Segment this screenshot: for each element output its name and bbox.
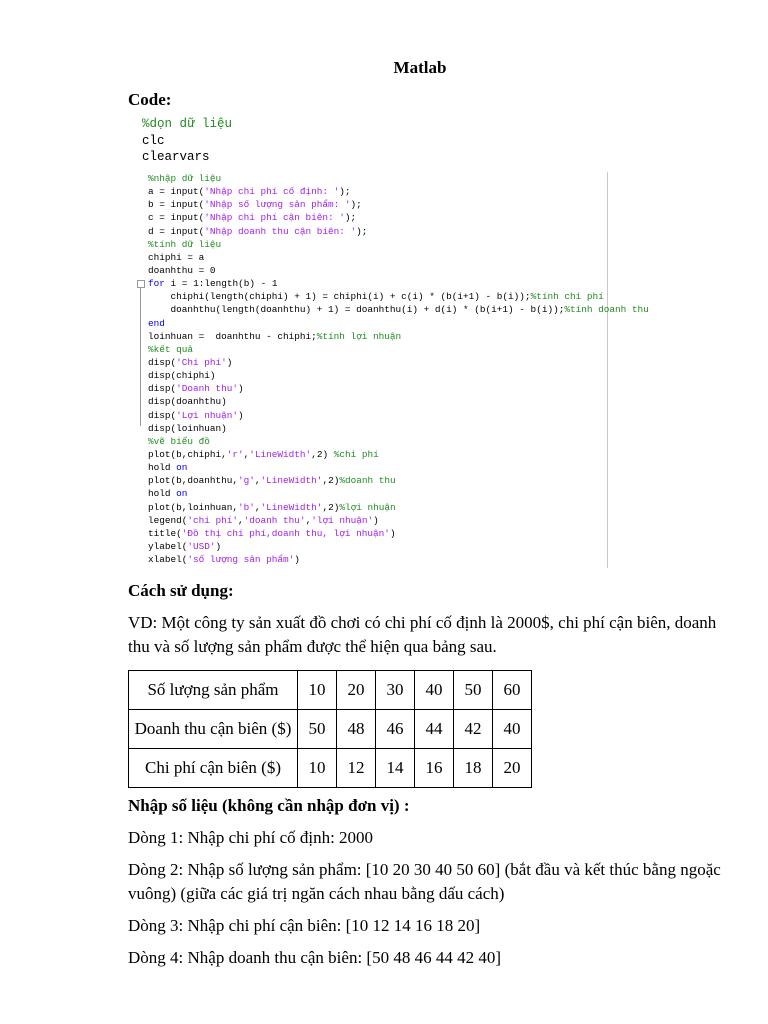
table-cell: 18 [454, 749, 493, 788]
table-row-label: Số lượng sản phẩm [129, 671, 298, 710]
code-line: chiphi = a [148, 251, 205, 263]
code-line: a = input('Nhập chi phí cố định: '); [148, 186, 351, 198]
table-cell: 12 [337, 749, 376, 788]
table-cell: 20 [493, 749, 532, 788]
table-cell: 50 [454, 671, 493, 710]
table-cell: 14 [376, 749, 415, 788]
code-line: b = input('Nhập số lượng sản phẩm: '); [148, 199, 362, 211]
table-cell: 20 [337, 671, 376, 710]
code-line: loinhuan = doanhthu - chiphi;%tính lợi nhuận [148, 330, 402, 342]
code-heading: Code: [128, 90, 172, 109]
code-fold-gutter [137, 280, 144, 492]
code-lines [148, 172, 649, 566]
input-heading: Nhập số liệu (không cần nhập đơn vị) : [128, 796, 410, 815]
code-line: hold on [148, 462, 188, 474]
table-cell: 16 [415, 749, 454, 788]
table-cell: 50 [298, 710, 337, 749]
table-row [129, 671, 532, 710]
table-cell: 60 [493, 671, 532, 710]
code-line: chiphi(length(chiphi) + 1) = chiphi(i) + c(i) * (b(i+1) - b(i));%tính chi phí [148, 291, 604, 303]
instruction-line-4: Dòng 4: Nhập doanh thu cận biên: [50 48 46 44 42 40] [128, 948, 501, 967]
table-cell: 44 [415, 710, 454, 749]
code-line: plot(b,doanhthu,'g','LineWidth',2)%doanh thu [148, 475, 396, 487]
instruction-line-3: Dòng 3: Nhập chi phí cận biên: [10 12 14 16 18 20] [128, 916, 481, 935]
code-line: clc [142, 133, 165, 148]
code-line: title('Đồ thị chi phí,doanh thu, lợi nhuận') [148, 527, 396, 539]
code-line: end [148, 317, 165, 329]
code-line: %kết quả [148, 343, 194, 355]
code-line: for i = 1:length(b) - 1 [148, 278, 278, 290]
code-line: plot(b,chiphi,'r','LineWidth',2) %chi phí [148, 448, 379, 460]
code-line: d = input('Nhập doanh thu cận biên: '); [148, 225, 368, 237]
table-cell: 30 [376, 671, 415, 710]
data-table [128, 670, 532, 788]
code-line: legend('chi phí','doanh thu','lợi nhuận') [148, 514, 379, 526]
fold-marker-icon [137, 280, 145, 288]
example-paragraph: VD: Một công ty sản xuất đồ chơi có chi phí cố định là 2000$, chi phí cận biên, doanh thu và số lượng sản phẩm được thể hiện qua bảng sau. [128, 613, 717, 656]
table-row [129, 710, 532, 749]
table-row [129, 749, 532, 788]
code-line: disp(doanhthu) [148, 396, 227, 408]
code-line: %tính dữ liệu [148, 238, 222, 250]
code-snippet-top [142, 116, 232, 166]
code-line: c = input('Nhập chi phí cận biên: '); [148, 212, 357, 224]
page-title: Matlab [393, 58, 447, 77]
code-line: plot(b,loinhuan,'b','LineWidth',2)%lợi nhuận [148, 501, 396, 513]
code-line: doanhthu(length(doanhthu) + 1) = doanhthu(i) + d(i) * (b(i+1) - b(i));%tính doanh thu [148, 304, 649, 316]
code-line: %dọn dữ liệu [142, 117, 233, 131]
usage-heading: Cách sử dụng: [128, 581, 234, 600]
table-cell: 48 [337, 710, 376, 749]
table-cell: 42 [454, 710, 493, 749]
code-line: disp('Chi phí') [148, 356, 233, 368]
code-line: ylabel('USD') [148, 540, 222, 552]
table-cell: 10 [298, 671, 337, 710]
code-line: %nhập dữ liệu [148, 173, 222, 184]
fold-line [140, 288, 141, 426]
code-line: disp(loinhuan) [148, 422, 227, 434]
table-row-label: Chi phí cận biên ($) [129, 749, 298, 788]
code-line: %vẽ biểu đồ [148, 435, 210, 447]
table-row-label: Doanh thu cận biên ($) [129, 710, 298, 749]
table-cell: 40 [415, 671, 454, 710]
table-cell: 46 [376, 710, 415, 749]
code-line: disp('Doanh thu') [148, 383, 244, 395]
table-cell: 40 [493, 710, 532, 749]
code-line: clearvars [142, 150, 210, 164]
code-line: hold on [148, 488, 188, 500]
code-line: xlabel('số lượng sản phẩm') [148, 554, 300, 566]
instruction-line-1: Dòng 1: Nhập chi phí cố định: 2000 [128, 828, 374, 847]
instruction-line-2: Dòng 2: Nhập số lượng sản phẩm: [10 20 30 40 50 60] (bắt đầu và kết thúc bằng ngoặc vuông) (giữa các giá trị ngăn cách nhau bằng dấu cách) [128, 860, 721, 903]
code-line: disp('Lợi nhuận') [148, 409, 244, 421]
code-editor-screenshot [137, 172, 649, 568]
table-cell: 10 [298, 749, 337, 788]
code-line: doanhthu = 0 [148, 264, 216, 276]
code-line: disp(chiphi) [148, 370, 216, 382]
